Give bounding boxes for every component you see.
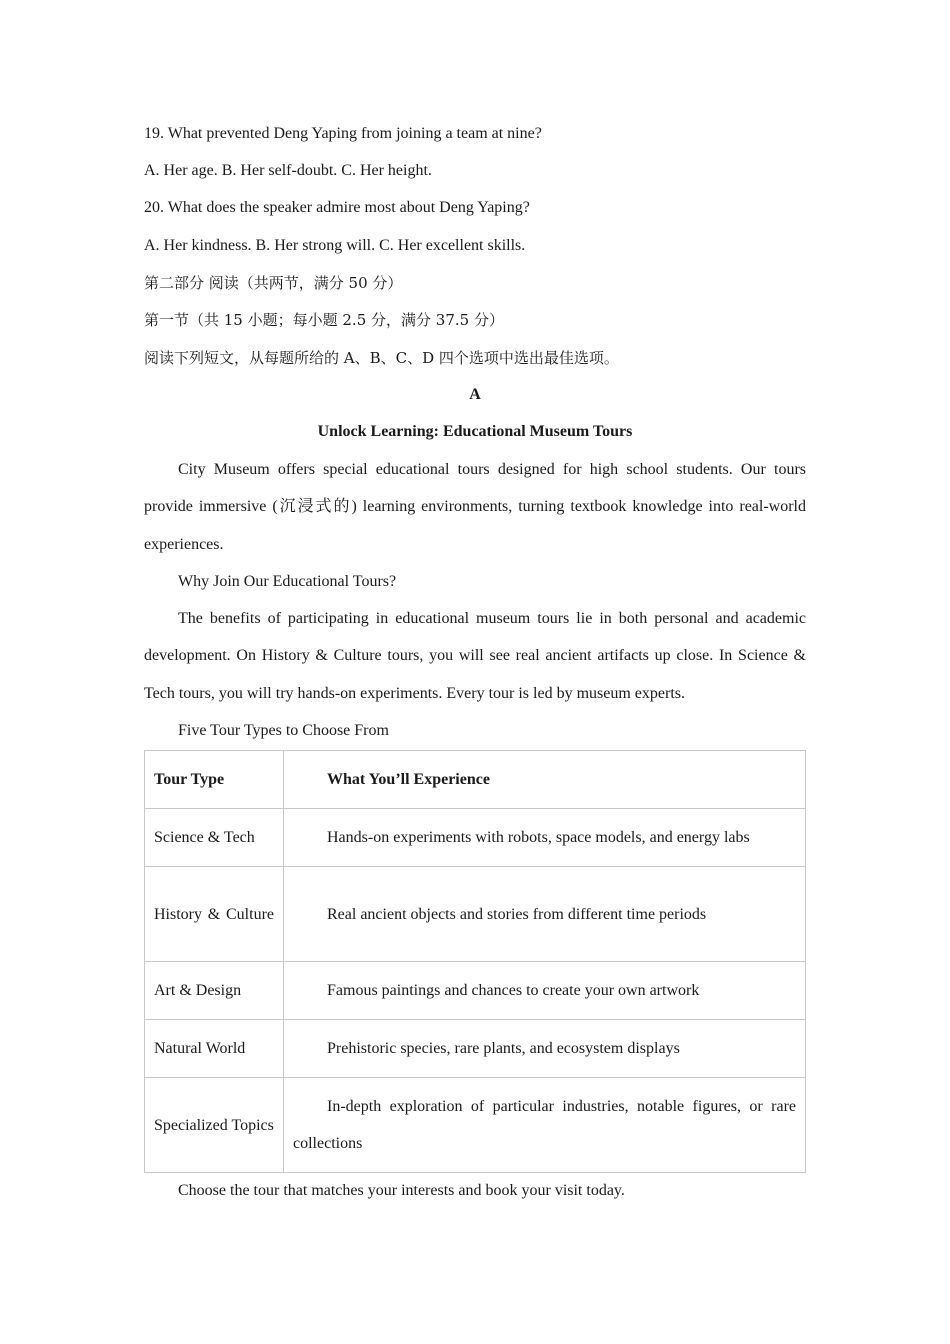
passage-closing: Choose the tour that matches your interests and book your visit today. [178, 1182, 625, 1199]
section-instruction: 阅读下列短文，从每题所给的 A、B、C、D 四个选项中选出最佳选项。 [144, 349, 619, 367]
section-sub-title: 第一节（共 15 小题；每小题 2.5 分，满分 37.5 分） [144, 311, 504, 329]
passage-letter: A [469, 386, 481, 403]
question-19-stem: 19. What prevented Deng Yaping from joining a team at nine? [144, 125, 542, 142]
experience-cell: Real ancient objects and stories from different time periods [284, 867, 806, 962]
table-row [145, 962, 806, 1020]
table-row [145, 1078, 806, 1173]
tour-type-cell: Specialized Topics [145, 1078, 284, 1173]
experience-cell: In-depth exploration of particular industries, notable figures, or rare collections [284, 1078, 806, 1173]
tour-type-cell: Art & Design [145, 962, 284, 1020]
tour-type-cell: History & Culture [145, 867, 284, 962]
question-20-stem: 20. What does the speaker admire most about Deng Yaping? [144, 199, 530, 216]
tour-type-cell: Natural World [145, 1020, 284, 1078]
experience-cell: Prehistoric species, rare plants, and ecosystem displays [284, 1020, 806, 1078]
passage-intro: City Museum offers special educational tours designed for high school students. Our tours provide immersive (沉浸式的) learning environments, turning textbook knowledge into real-world experiences. [144, 461, 806, 553]
table-row [145, 867, 806, 962]
tour-type-cell: Science & Tech [145, 809, 284, 867]
table-header-row [145, 751, 806, 809]
header-experience: What You’ll Experience [284, 751, 806, 809]
question-20-options: A. Her kindness. B. Her strong will. C. Her excellent skills. [144, 237, 526, 254]
tour-types-table [144, 750, 806, 1173]
experience-cell: Famous paintings and chances to create your own artwork [284, 962, 806, 1020]
why-heading: Why Join Our Educational Tours? [178, 573, 397, 590]
section-part-title: 第二部分 阅读（共两节，满分 50 分） [144, 274, 403, 292]
header-tour-type: Tour Type [145, 751, 284, 809]
experience-cell: Hands-on experiments with robots, space models, and energy labs [284, 809, 806, 867]
question-19-options: A. Her age. B. Her self-doubt. C. Her height. [144, 162, 432, 179]
table-row [145, 809, 806, 867]
table-row [145, 1020, 806, 1078]
passage-benefits: The benefits of participating in educational museum tours lie in both personal and academic development. On History & Culture tours, you will see real ancient artifacts up close. In Science & Tech tours, you will try hands-on experiments. Every tour is led by museum experts. [144, 610, 806, 702]
passage-title: Unlock Learning: Educational Museum Tours [317, 423, 633, 440]
table-heading: Five Tour Types to Choose From [178, 722, 389, 739]
